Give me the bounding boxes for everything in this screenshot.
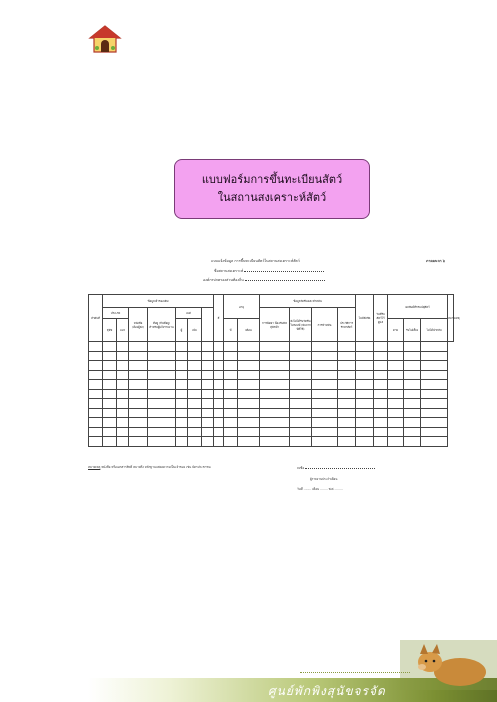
table-cell[interactable] (312, 427, 338, 437)
table-cell[interactable] (148, 399, 176, 409)
table-cell[interactable] (374, 389, 388, 399)
table-cell[interactable] (103, 342, 117, 352)
table-cell[interactable] (374, 427, 388, 437)
table-cell[interactable] (356, 380, 374, 390)
col-order-header: ลำดับที่ (89, 295, 103, 342)
table-row (89, 351, 454, 361)
sign-line (297, 465, 375, 471)
table-cell[interactable] (117, 408, 129, 418)
table-cell[interactable] (176, 437, 188, 447)
shelter-blank[interactable] (244, 268, 324, 272)
table-cell[interactable] (117, 437, 129, 447)
table-cell[interactable] (388, 351, 404, 361)
table-row (89, 418, 454, 428)
table-cell[interactable] (148, 370, 176, 380)
table-cell[interactable] (224, 427, 238, 437)
owner-id-header (129, 308, 148, 342)
table-cell[interactable] (103, 380, 117, 390)
shelter-label: ชื่อสถานสงเคราะห์ (214, 269, 244, 273)
table-cell[interactable] (356, 370, 374, 380)
table-cell[interactable] (404, 418, 421, 428)
table-cell[interactable] (89, 437, 103, 447)
table-cell[interactable] (188, 399, 202, 409)
table-cell[interactable] (338, 361, 356, 371)
table-cell[interactable] (421, 342, 448, 352)
table-cell[interactable] (89, 361, 103, 371)
table-cell[interactable] (421, 351, 448, 361)
owner-group-header: ข้อมูลเจ้าของเดิม (103, 295, 214, 308)
table-cell[interactable] (89, 418, 103, 428)
table-cell[interactable] (290, 361, 312, 371)
table-cell[interactable] (202, 408, 214, 418)
table-cell[interactable] (214, 342, 224, 352)
table-cell[interactable] (312, 389, 338, 399)
table-cell[interactable] (260, 370, 290, 380)
outcome-adopted-header: รับไปเลี้ยง (404, 319, 421, 342)
dog-house-logo-icon (88, 24, 122, 54)
table-cell[interactable] (404, 380, 421, 390)
table-cell[interactable] (260, 399, 290, 409)
age-year-header: ปี (224, 319, 238, 342)
table-cell[interactable] (421, 380, 448, 390)
table-cell[interactable] (290, 351, 312, 361)
outcome-dead-header: ตาย (388, 319, 404, 342)
table-cell[interactable] (214, 370, 224, 380)
table-cell[interactable] (176, 408, 188, 418)
table-cell[interactable] (148, 408, 176, 418)
table-cell[interactable] (356, 389, 374, 399)
table-row (89, 342, 454, 352)
footer-dots (300, 672, 410, 673)
table-cell[interactable] (312, 351, 338, 361)
table-cell[interactable] (214, 351, 224, 361)
table-cell[interactable] (224, 351, 238, 361)
table-cell[interactable] (103, 437, 117, 447)
table-cell[interactable] (388, 408, 404, 418)
type-cat-header: แมว (117, 319, 129, 342)
table-cell[interactable] (404, 408, 421, 418)
table-cell[interactable] (388, 370, 404, 380)
table-cell[interactable] (374, 408, 388, 418)
table-cell[interactable] (214, 427, 224, 437)
office-line (203, 277, 325, 283)
table-cell[interactable] (202, 361, 214, 371)
table-cell[interactable] (117, 427, 129, 437)
table-cell[interactable] (338, 370, 356, 380)
table-cell[interactable] (374, 370, 388, 380)
outcome-unclaimed-header: ไม่ได้นำกลับ (421, 319, 448, 342)
table-cell[interactable] (202, 418, 214, 428)
dog-photo-icon (400, 640, 497, 690)
table-cell[interactable] (176, 427, 188, 437)
table-cell[interactable] (312, 370, 338, 380)
table-cell[interactable] (374, 418, 388, 428)
table-cell[interactable] (260, 437, 290, 447)
table-row (89, 389, 454, 399)
table-cell[interactable] (129, 351, 148, 361)
table-cell[interactable] (103, 389, 117, 399)
table-cell[interactable] (388, 342, 404, 352)
table-cell[interactable] (404, 427, 421, 437)
table-cell[interactable] (421, 389, 448, 399)
table-cell[interactable] (117, 380, 129, 390)
table-cell[interactable] (176, 399, 188, 409)
table-cell[interactable] (148, 427, 176, 437)
table-cell[interactable] (421, 418, 448, 428)
table-cell[interactable] (290, 437, 312, 447)
table-cell[interactable] (260, 408, 290, 418)
table-cell[interactable] (148, 389, 176, 399)
table-cell[interactable] (117, 418, 129, 428)
table-cell[interactable] (238, 408, 260, 418)
office-label: องค์กรปกครองส่วนท้องถิ่น (203, 278, 244, 282)
note-line (88, 465, 211, 470)
table-cell[interactable] (388, 380, 404, 390)
table-cell[interactable] (89, 389, 103, 399)
table-cell[interactable] (188, 427, 202, 437)
table-cell[interactable] (238, 389, 260, 399)
table-cell[interactable] (338, 389, 356, 399)
table-cell[interactable] (202, 351, 214, 361)
table-cell[interactable] (188, 351, 202, 361)
table-cell[interactable] (148, 437, 176, 447)
sex-female-header: เมีย (188, 319, 202, 342)
sex-header: เพศ (176, 308, 202, 319)
table-cell[interactable] (338, 418, 356, 428)
owner-id-label: หนังสือ (133, 320, 143, 325)
table-cell[interactable] (89, 399, 103, 409)
table-cell[interactable] (238, 418, 260, 428)
table-cell[interactable] (103, 418, 117, 428)
table-cell[interactable] (176, 342, 188, 352)
table-row (89, 361, 454, 371)
table-cell[interactable] (260, 380, 290, 390)
table-cell[interactable] (260, 389, 290, 399)
form-title-line2: ในสถานสงเคราะห์สัตว์ (217, 191, 327, 204)
table-cell[interactable] (103, 427, 117, 437)
appendix-label: ภาคผนวก ๖ (426, 259, 446, 263)
source-header: ประวัติการรักษาสัตว์ (338, 308, 356, 342)
table-cell[interactable] (129, 342, 148, 352)
table-cell[interactable] (356, 361, 374, 371)
table-cell[interactable] (176, 380, 188, 390)
table-cell[interactable] (356, 351, 374, 361)
table-cell[interactable] (421, 427, 448, 437)
place-label: สำหรับผู้แจ้งรายงาน (149, 324, 174, 329)
table-cell[interactable] (129, 408, 148, 418)
table-cell[interactable] (260, 361, 290, 371)
org-line: แบบแจ้งข้อมูล การขึ้นทะเบียนสัตว์ในสถานสงเคราะห์สัตว์ (211, 259, 300, 263)
table-cell[interactable] (374, 437, 388, 447)
table-cell[interactable] (176, 418, 188, 428)
table-cell[interactable] (176, 370, 188, 380)
table-cell[interactable] (356, 418, 374, 428)
table-cell[interactable] (356, 342, 374, 352)
table-cell[interactable] (103, 399, 117, 409)
table-row (89, 370, 454, 380)
table-cell[interactable] (312, 342, 338, 352)
table-cell[interactable] (117, 342, 129, 352)
age-group-header: อายุ (224, 295, 260, 319)
table-cell[interactable] (421, 361, 448, 371)
table-cell[interactable] (238, 351, 260, 361)
table-cell[interactable] (188, 389, 202, 399)
table-cell[interactable] (188, 370, 202, 380)
table-cell[interactable] (224, 437, 238, 447)
registration-table (88, 294, 460, 447)
table-cell[interactable] (404, 351, 421, 361)
table-cell[interactable] (148, 380, 176, 390)
table-cell[interactable] (176, 351, 188, 361)
table-cell[interactable] (89, 408, 103, 418)
position-label: ผู้รายงานประจำเดือน (310, 477, 338, 481)
table-cell[interactable] (129, 437, 148, 447)
table-cell[interactable] (103, 408, 117, 418)
table-cell[interactable] (404, 389, 421, 399)
table-cell[interactable] (388, 399, 404, 409)
table-cell[interactable] (290, 427, 312, 437)
shelter-line (214, 268, 324, 274)
owner-id-sub: (ต้องผู้ส่ง) (132, 324, 144, 329)
table-cell[interactable] (148, 418, 176, 428)
table-cell[interactable] (356, 437, 374, 447)
table-cell[interactable] (117, 361, 129, 371)
table-cell[interactable] (129, 399, 148, 409)
table-cell[interactable] (260, 418, 290, 428)
table-row (89, 408, 454, 418)
table-cell[interactable] (356, 399, 374, 409)
table-cell[interactable] (388, 389, 404, 399)
table-cell[interactable] (89, 342, 103, 352)
table-body (89, 342, 454, 447)
table-cell[interactable] (214, 408, 224, 418)
table-row (89, 399, 454, 409)
vaccine-header: การฉีดยา ป้องกันพิษสุนัขบ้า (260, 308, 290, 342)
table-cell[interactable] (224, 342, 238, 352)
table-cell[interactable] (290, 418, 312, 428)
table-cell[interactable] (224, 408, 238, 418)
table-cell[interactable] (290, 380, 312, 390)
table-cell[interactable] (260, 427, 290, 437)
type-dog-header: สุนัข (103, 319, 117, 342)
table-cell[interactable] (421, 437, 448, 447)
table-cell[interactable] (260, 342, 290, 352)
sterilize-header: การทำหมัน (312, 308, 338, 342)
table-cell[interactable] (238, 380, 260, 390)
remarks-header: หมายเหตุ (448, 295, 454, 342)
table-cell[interactable] (202, 399, 214, 409)
table-cell[interactable] (202, 342, 214, 352)
table-row (89, 380, 454, 390)
owner-type-header: ประเภท (103, 308, 129, 319)
table-cell[interactable] (214, 380, 224, 390)
table-cell[interactable] (89, 351, 103, 361)
table-cell[interactable] (290, 389, 312, 399)
table-cell[interactable] (356, 408, 374, 418)
table-cell[interactable] (188, 418, 202, 428)
table-cell[interactable] (290, 408, 312, 418)
table-cell[interactable] (238, 437, 260, 447)
table-cell[interactable] (129, 361, 148, 371)
table-cell[interactable] (238, 361, 260, 371)
table-cell[interactable] (103, 351, 117, 361)
table-cell[interactable] (388, 418, 404, 428)
vaccine-date-header: ยังไม่ได้รับวัคซีนในรอบปี (นับจากปีที่ใช้) (290, 308, 312, 342)
table-cell[interactable] (404, 342, 421, 352)
table-cell[interactable] (202, 389, 214, 399)
table-cell[interactable] (129, 370, 148, 380)
table-cell[interactable] (224, 370, 238, 380)
table-cell[interactable] (214, 418, 224, 428)
table-cell[interactable] (188, 408, 202, 418)
table-cell[interactable] (214, 437, 224, 447)
age-month-header: เดือน (238, 319, 260, 342)
table-cell[interactable] (148, 351, 176, 361)
color-header: สี (214, 295, 224, 342)
table-cell[interactable] (148, 361, 176, 371)
table-cell[interactable] (117, 370, 129, 380)
table-cell[interactable] (421, 399, 448, 409)
table-cell[interactable] (188, 437, 202, 447)
table-cell[interactable] (117, 389, 129, 399)
table-cell[interactable] (388, 437, 404, 447)
address-label: ที่อยู่ (ถิ่นที่อยู่) (152, 320, 170, 325)
table-cell[interactable] (388, 427, 404, 437)
table-cell[interactable] (129, 380, 148, 390)
table-cell[interactable] (374, 399, 388, 409)
table-cell[interactable] (374, 351, 388, 361)
table-cell[interactable] (388, 361, 404, 371)
sign-blank[interactable] (305, 465, 375, 469)
table-cell[interactable] (214, 361, 224, 371)
table-cell[interactable] (312, 437, 338, 447)
sign-label: ลงชื่อ (297, 466, 305, 470)
sex-male-header: ผู้ (176, 319, 188, 342)
table-cell[interactable] (238, 427, 260, 437)
table-row (89, 437, 454, 447)
table-cell[interactable] (338, 427, 356, 437)
footer-text: ศูนย์พักพิงสุนัขจรจัด (268, 684, 386, 698)
table-cell[interactable] (421, 370, 448, 380)
table-cell[interactable] (338, 380, 356, 390)
table-cell[interactable] (238, 399, 260, 409)
table-cell[interactable] (238, 370, 260, 380)
table-cell[interactable] (224, 361, 238, 371)
form-title-box (174, 159, 370, 219)
table-cell[interactable] (214, 399, 224, 409)
table-cell[interactable] (117, 399, 129, 409)
table-cell[interactable] (129, 418, 148, 428)
table-cell[interactable] (421, 408, 448, 418)
table-row (89, 427, 454, 437)
table-cell[interactable] (89, 380, 103, 390)
table-cell[interactable] (374, 380, 388, 390)
table-cell[interactable] (214, 389, 224, 399)
table-cell[interactable] (129, 389, 148, 399)
table-cell[interactable] (312, 361, 338, 371)
table-cell[interactable] (202, 427, 214, 437)
table-cell[interactable] (176, 389, 188, 399)
health-group-header: ข้อมูลวัคซีนและทำหมัน (260, 295, 356, 308)
office-blank[interactable] (245, 277, 325, 281)
table-cell[interactable] (188, 380, 202, 390)
table-cell[interactable] (404, 361, 421, 371)
table-cell[interactable] (404, 399, 421, 409)
note-text: หนังสือ หรือเอกสารสิทธิ์ หมายถึง หลักฐานแสดงความเป็นเจ้าของ เช่น บัตรประชาชน (101, 465, 211, 469)
table-cell[interactable] (129, 427, 148, 437)
table-cell[interactable] (338, 408, 356, 418)
table-cell[interactable] (404, 437, 421, 447)
table-cell[interactable] (312, 399, 338, 409)
note-label: หมายเหตุ (88, 465, 101, 469)
form-title-line1: แบบฟอร์มการขึ้นทะเบียนสัตว์ (201, 173, 343, 186)
table-cell[interactable] (224, 418, 238, 428)
outcome-group-header: ผลลัพธ์ที่กรมปศุสัตว์ (388, 295, 448, 319)
table-cell[interactable] (312, 408, 338, 418)
table-cell[interactable] (374, 342, 388, 352)
table-cell[interactable] (188, 361, 202, 371)
table-cell[interactable] (188, 342, 202, 352)
table-cell[interactable] (89, 427, 103, 437)
owner-address-header (148, 308, 176, 342)
table-cell[interactable] (117, 351, 129, 361)
table-cell[interactable] (290, 399, 312, 409)
table-cell[interactable] (202, 437, 214, 447)
table-cell[interactable] (312, 418, 338, 428)
table-cell[interactable] (290, 342, 312, 352)
table-cell[interactable] (338, 342, 356, 352)
table-cell[interactable] (224, 389, 238, 399)
table-cell[interactable] (374, 361, 388, 371)
table-cell[interactable] (224, 399, 238, 409)
date-line: วันที่ ........ เดือน ........ พ.ศ. ........ (297, 487, 343, 491)
table-cell[interactable] (148, 342, 176, 352)
table-cell[interactable] (404, 370, 421, 380)
table-cell[interactable] (338, 437, 356, 447)
reception-header: วันที่รับสัตว์ไว้ดูแล (374, 295, 388, 342)
table-cell[interactable] (202, 380, 214, 390)
table-cell[interactable] (290, 370, 312, 380)
table-cell[interactable] (356, 427, 374, 437)
table-cell[interactable] (224, 380, 238, 390)
marks-header: ไม่มีสังกัด (356, 295, 374, 342)
table-cell[interactable] (89, 370, 103, 380)
table-cell[interactable] (238, 342, 260, 352)
table-cell[interactable] (312, 380, 338, 390)
table-cell[interactable] (103, 370, 117, 380)
table-cell[interactable] (103, 361, 117, 371)
table-cell[interactable] (338, 351, 356, 361)
table-cell[interactable] (202, 370, 214, 380)
table-cell[interactable] (338, 399, 356, 409)
owner-blank-header (202, 308, 214, 342)
table-cell[interactable] (176, 361, 188, 371)
table-cell[interactable] (260, 351, 290, 361)
